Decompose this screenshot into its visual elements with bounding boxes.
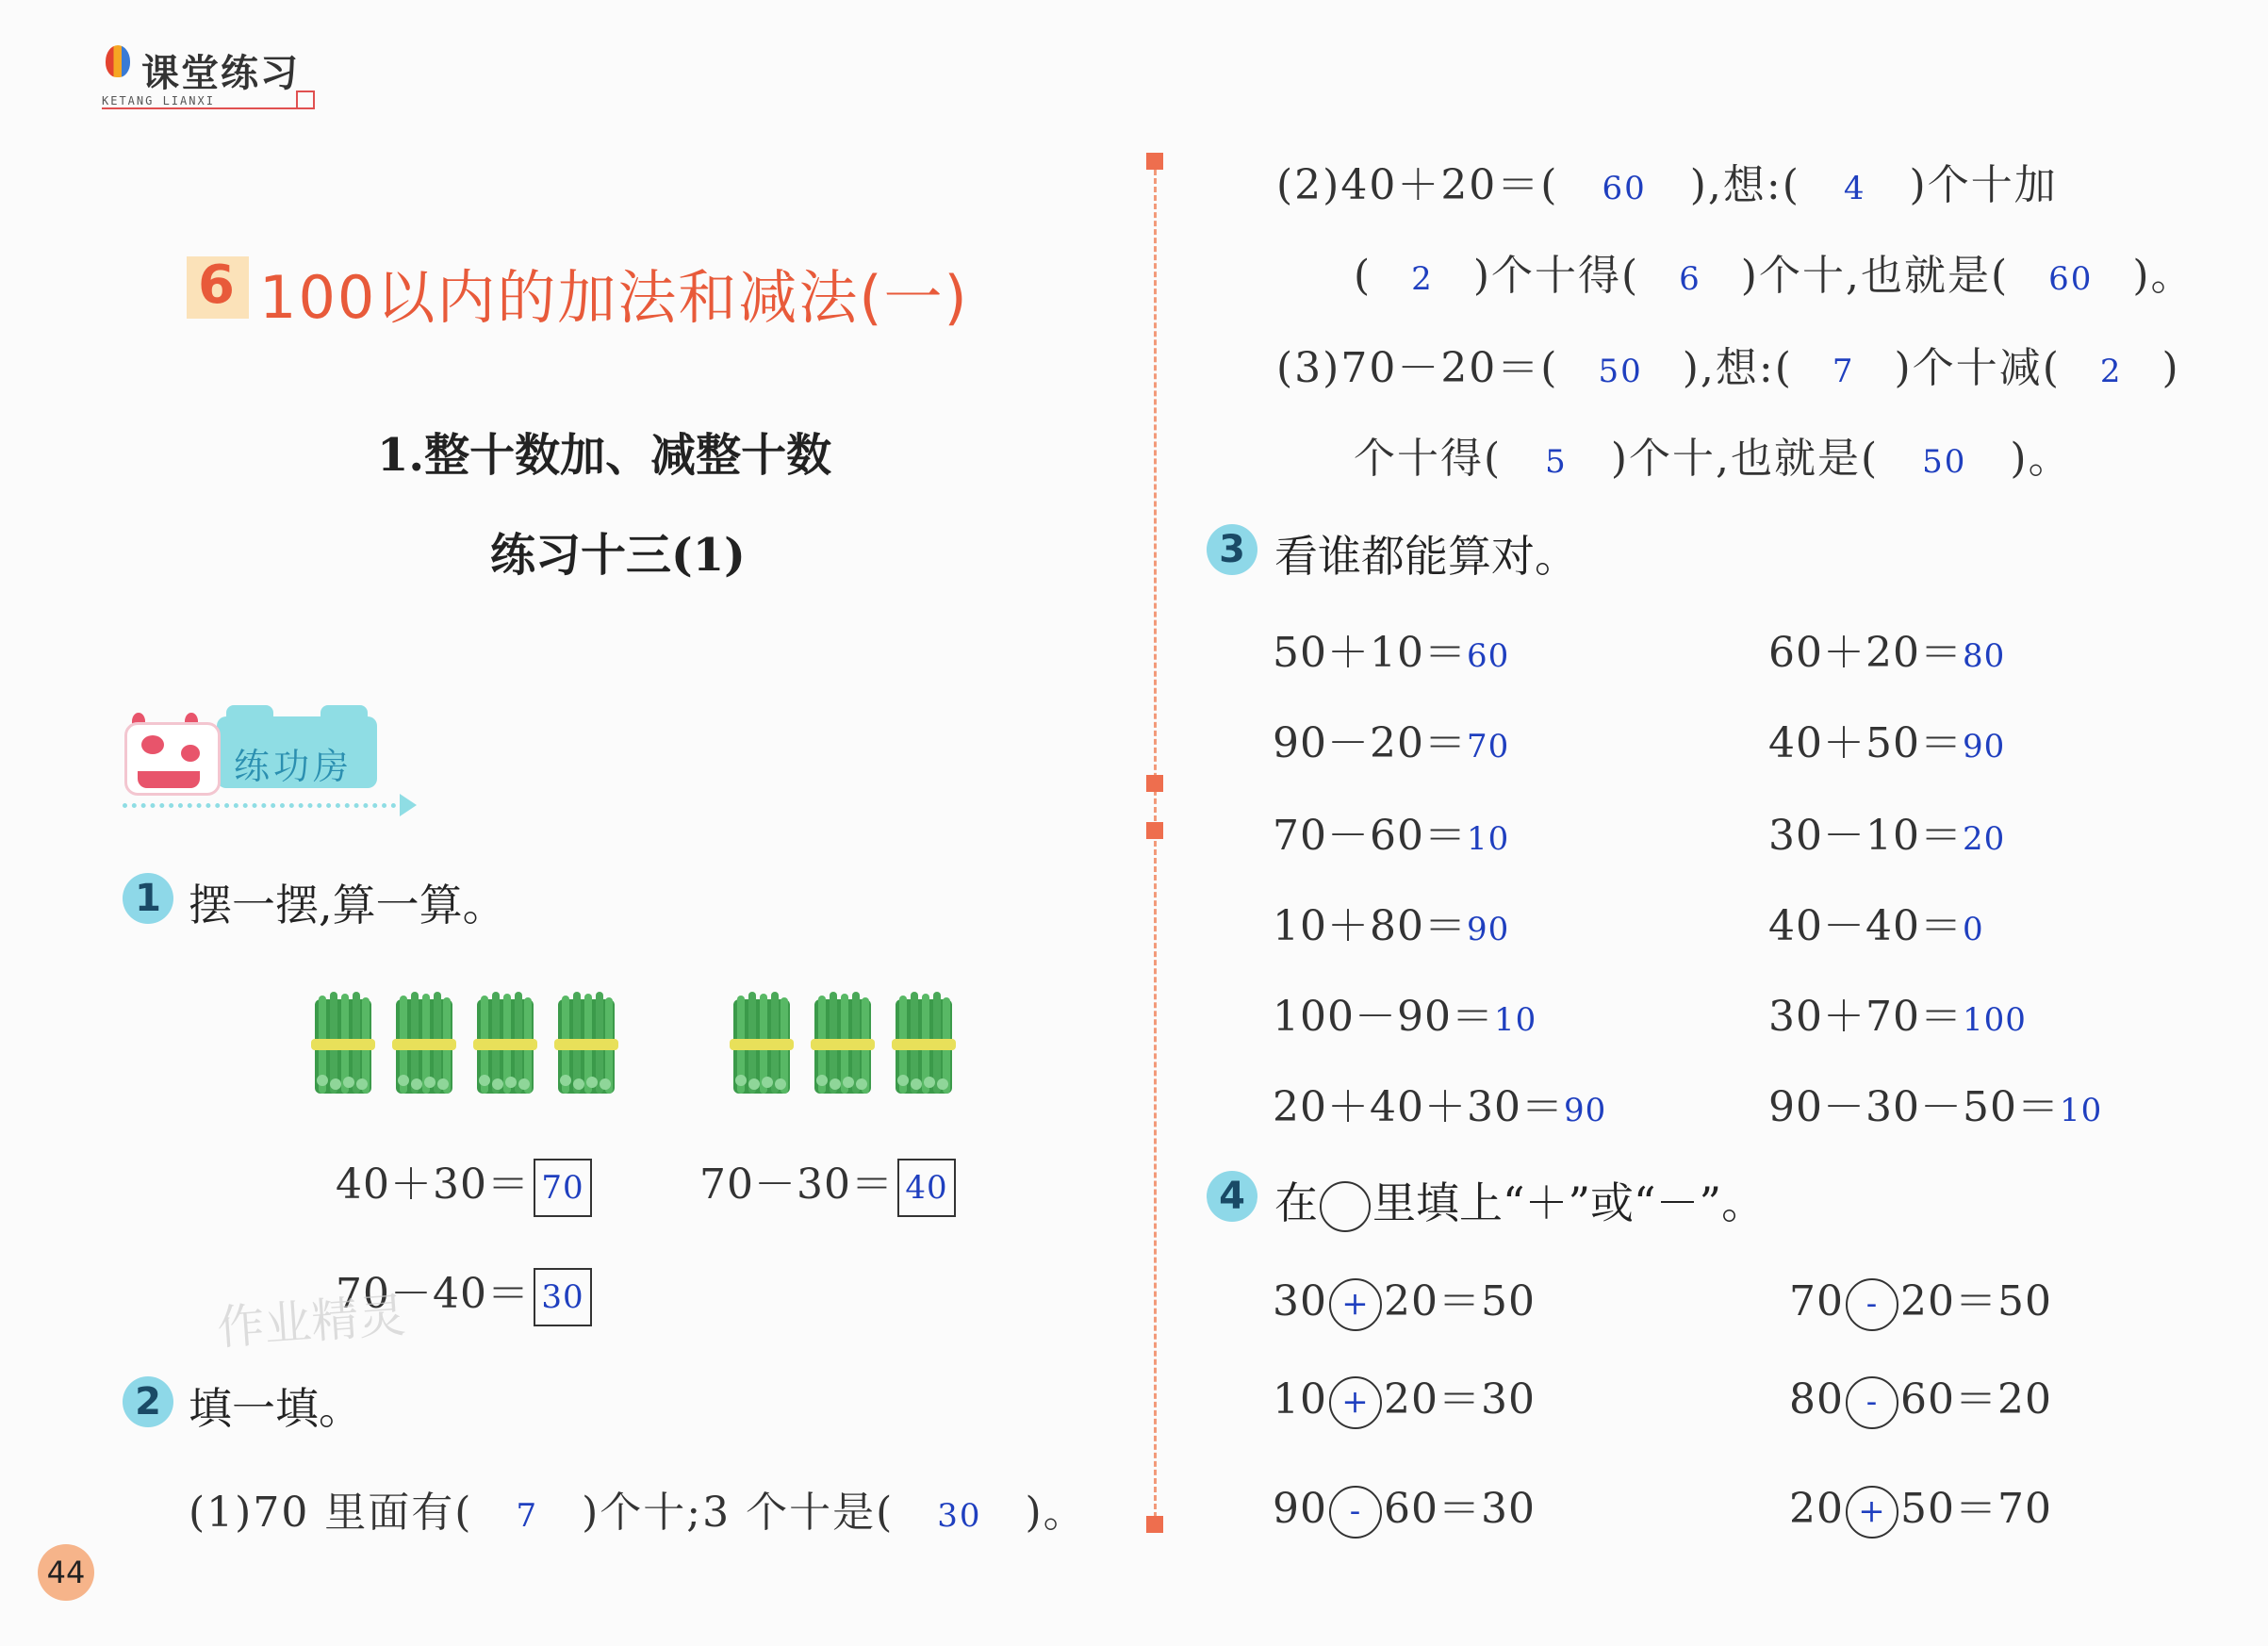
- q3-expr: 30－10＝: [1768, 812, 1963, 860]
- q2-text: )个十,也就是(: [1610, 435, 1880, 483]
- q3-equation: [1768, 982, 2027, 1043]
- q3-answer[interactable]: 20: [1962, 820, 2006, 858]
- q2-answer[interactable]: 50: [1598, 353, 1643, 390]
- q4-right: 60＝30: [1384, 1485, 1536, 1533]
- q3-equation: [1273, 709, 1509, 769]
- q1-equation: [699, 1150, 956, 1217]
- q3-expr: 20＋40＋30＝: [1273, 1083, 1564, 1131]
- q2-text: )。: [2010, 435, 2072, 483]
- exercise-title: 练习十三(1): [490, 529, 746, 582]
- brand-pinyin: KETANG LIANXI: [102, 94, 215, 107]
- q3-expr: 60＋20＝: [1768, 629, 1963, 677]
- q3-answer[interactable]: 60: [1466, 637, 1510, 675]
- q1-prompt: 摆一摆,算一算。: [189, 880, 506, 930]
- brand-box-icon: [296, 91, 315, 109]
- q4-equation: [1273, 1365, 1536, 1429]
- q4-equation: [1273, 1474, 1536, 1539]
- q2-part1: [189, 1478, 1087, 1539]
- q2-text: )个十,也就是(: [1740, 252, 2010, 300]
- q3-answer[interactable]: 90: [1466, 911, 1510, 948]
- balloon-icon: [106, 45, 130, 77]
- q3-equation: [1273, 982, 1537, 1043]
- q3-answer[interactable]: 0: [1962, 911, 1984, 948]
- q1-expr: 70－40＝: [336, 1270, 530, 1318]
- q2-badge: 2: [123, 1376, 173, 1427]
- q3-equation: [1768, 1073, 2102, 1133]
- q4-equation: [1273, 1267, 1536, 1331]
- q3-expr: 40＋50＝: [1768, 719, 1963, 767]
- q2-part3-line1: [1276, 334, 2180, 394]
- q4-operator-circle[interactable]: -: [1329, 1486, 1382, 1539]
- empty-circle-icon: [1320, 1181, 1371, 1232]
- q4-left: 90: [1273, 1485, 1327, 1533]
- q4-left: 80: [1789, 1375, 1844, 1424]
- stick-bundle: [554, 992, 618, 1094]
- q4-right: 20＝50: [1384, 1277, 1536, 1325]
- page-divider: [1154, 170, 1157, 1518]
- q3-equation: [1768, 618, 2005, 679]
- q2-text: (: [1354, 252, 1372, 300]
- q2-text: (1)70 里面有(: [189, 1489, 473, 1537]
- q2-answer[interactable]: 50: [1922, 443, 1967, 481]
- q4-prompt-text: 里填上“＋”或“－”。: [1372, 1177, 1766, 1228]
- stick-bundles-illustration: [302, 980, 980, 1103]
- q3-equation: [1273, 1073, 1606, 1133]
- cow-spot: [141, 735, 164, 754]
- q1-expr: 40＋30＝: [336, 1160, 530, 1209]
- q4-left: 30: [1273, 1277, 1327, 1325]
- q2-answer[interactable]: 2: [1411, 260, 1434, 298]
- q3-answer[interactable]: 10: [2059, 1092, 2103, 1129]
- banner-label: 练功房: [234, 746, 353, 787]
- q4-right: 50＝70: [1900, 1485, 2052, 1533]
- watermark: 作业精灵: [215, 1288, 408, 1356]
- q4-right: 20＝50: [1900, 1277, 2052, 1325]
- q3-expr: 50＋10＝: [1273, 629, 1467, 677]
- stick-bundle: [730, 992, 794, 1094]
- q1-equation: [336, 1150, 592, 1217]
- q3-expr: 10＋80＝: [1273, 902, 1467, 950]
- q2-part2-line2: [1354, 241, 2194, 302]
- q3-answer[interactable]: 80: [1962, 637, 2006, 675]
- stick-bundle: [392, 992, 456, 1094]
- q1-answer-box[interactable]: 40: [897, 1159, 956, 1217]
- q4-prompt: [1274, 1169, 1765, 1232]
- q4-operator-circle[interactable]: +: [1846, 1486, 1898, 1539]
- chapter-number: 6: [198, 255, 235, 316]
- q3-answer[interactable]: 10: [1493, 1001, 1537, 1039]
- q2-text: 个十得(: [1354, 435, 1503, 483]
- q2-part2-line1: [1276, 151, 2058, 211]
- q3-expr: 100－90＝: [1273, 993, 1494, 1041]
- q3-expr: 40－40＝: [1768, 902, 1963, 950]
- q2-text: ),想:(: [1689, 161, 1800, 209]
- page-number: 44: [38, 1544, 94, 1601]
- q1-answer-box[interactable]: 30: [534, 1268, 592, 1326]
- q4-equation: [1789, 1474, 2052, 1539]
- q4-operator-circle[interactable]: -: [1846, 1278, 1898, 1331]
- stick-bundle: [892, 992, 956, 1094]
- q4-left: 10: [1273, 1375, 1327, 1424]
- q3-equation: [1768, 709, 2005, 769]
- q3-answer[interactable]: 70: [1466, 728, 1510, 765]
- q1-answer-box[interactable]: 70: [534, 1159, 592, 1217]
- q3-expr: 70－60＝: [1273, 812, 1467, 860]
- q2-text: )。: [2132, 252, 2194, 300]
- q3-answer[interactable]: 10: [1466, 820, 1510, 858]
- q2-answer[interactable]: 7: [1832, 353, 1855, 390]
- q4-equation: [1789, 1365, 2052, 1429]
- q2-text: )。: [1025, 1489, 1087, 1537]
- q2-text: )个十减(: [1894, 344, 2061, 392]
- q3-expr: 90－30－50＝: [1768, 1083, 2060, 1131]
- q2-text: ): [2161, 344, 2180, 392]
- section-title: 1.整十数加、减整十数: [377, 429, 832, 482]
- q4-operator-circle[interactable]: -: [1846, 1376, 1898, 1429]
- q2-answer[interactable]: 7: [516, 1497, 539, 1535]
- q2-answer[interactable]: 60: [1602, 170, 1647, 207]
- chapter-title: 100以内的加法和减法(一): [259, 263, 969, 332]
- q3-answer[interactable]: 90: [1563, 1092, 1607, 1129]
- q3-expr: 30＋70＝: [1768, 993, 1963, 1041]
- q2-text: (3)70－20＝(: [1276, 344, 1559, 392]
- stick-bundle: [811, 992, 875, 1094]
- q4-operator-circle[interactable]: +: [1329, 1278, 1382, 1331]
- q3-equation: [1768, 801, 2005, 862]
- q4-right: 20＝30: [1384, 1375, 1536, 1424]
- q3-expr: 90－20＝: [1273, 719, 1467, 767]
- divider-marker: [1146, 822, 1163, 839]
- q2-answer[interactable]: 60: [2048, 260, 2094, 298]
- q4-left: 70: [1789, 1277, 1844, 1325]
- cow-spot: [181, 745, 200, 762]
- q4-prompt-text: 在: [1274, 1177, 1318, 1228]
- q3-prompt: 看谁都能算对。: [1274, 531, 1578, 582]
- divider-marker: [1146, 1516, 1163, 1533]
- q2-text: )个十得(: [1472, 252, 1640, 300]
- q3-equation: [1273, 892, 1509, 952]
- q3-equation: [1273, 618, 1509, 679]
- q2-answer[interactable]: 5: [1545, 443, 1568, 481]
- q2-text: )个十;3 个十是(: [582, 1489, 895, 1537]
- q2-text: )个十加: [1909, 161, 2058, 209]
- q3-equation: [1768, 892, 1984, 952]
- brand-underline: [102, 107, 300, 109]
- brand-title: 课堂练习: [141, 52, 300, 95]
- q2-text: ),想:(: [1682, 344, 1793, 392]
- q3-equation: [1273, 801, 1509, 862]
- q1-expr: 70－30＝: [699, 1160, 894, 1209]
- stick-bundle: [473, 992, 537, 1094]
- q4-badge: 4: [1207, 1171, 1257, 1222]
- q2-answer[interactable]: 6: [1679, 260, 1701, 298]
- q4-equation: [1789, 1267, 2052, 1331]
- dotted-line: [123, 803, 405, 808]
- q3-answer[interactable]: 90: [1962, 728, 2006, 765]
- arrow-right-icon: [400, 794, 417, 816]
- q2-answer[interactable]: 4: [1843, 170, 1866, 207]
- q2-part3-line2: [1354, 424, 2072, 485]
- q3-badge: 3: [1207, 524, 1257, 575]
- q3-answer[interactable]: 100: [1962, 1001, 2027, 1039]
- q4-left: 20: [1789, 1485, 1844, 1533]
- divider-marker: [1146, 153, 1163, 170]
- q2-prompt: 填一填。: [189, 1383, 362, 1434]
- q4-operator-circle[interactable]: +: [1329, 1376, 1382, 1429]
- q4-right: 60＝20: [1900, 1375, 2052, 1424]
- divider-marker: [1146, 775, 1163, 792]
- q2-answer[interactable]: 30: [937, 1497, 982, 1535]
- stick-bundle: [311, 992, 375, 1094]
- q1-badge: 1: [123, 873, 173, 924]
- q2-text: (2)40＋20＝(: [1276, 161, 1559, 209]
- cow-mouth: [138, 771, 200, 788]
- q2-answer[interactable]: 2: [2099, 353, 2123, 390]
